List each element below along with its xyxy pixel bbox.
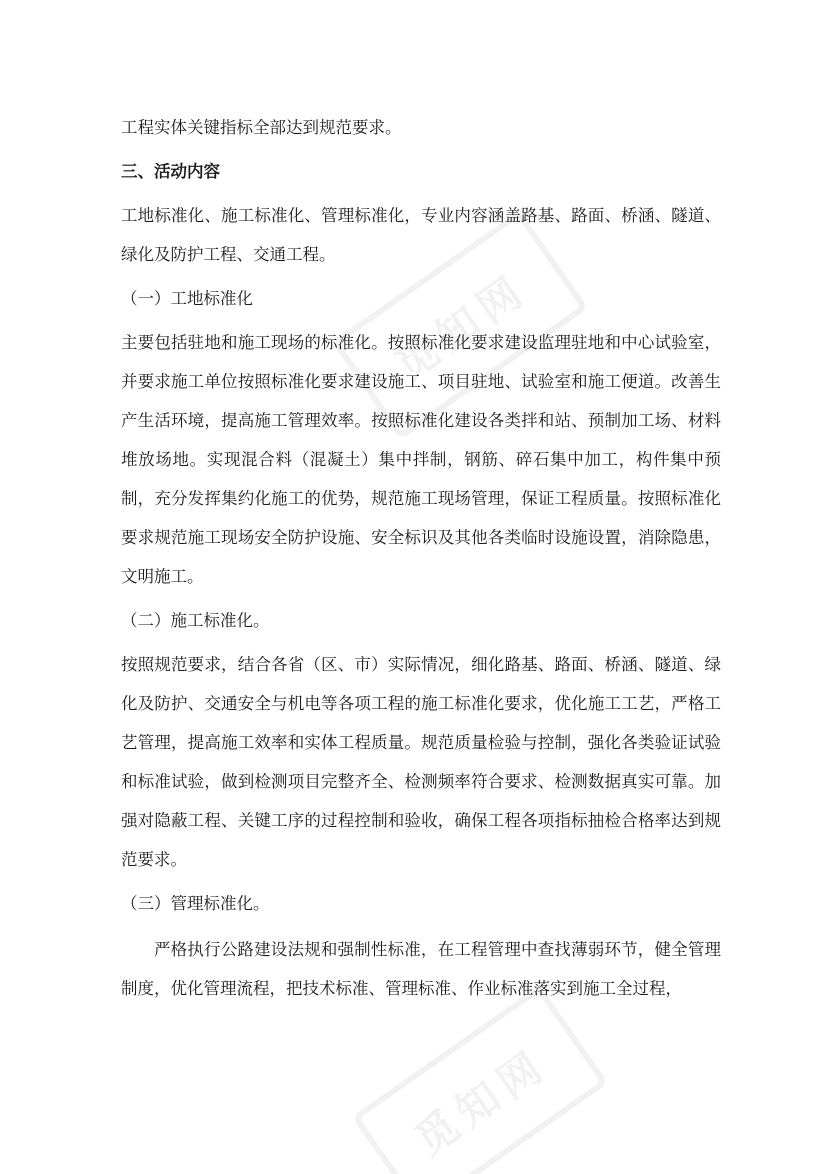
watermark-text: 觅知网 (331, 210, 588, 440)
section-heading-activities: 三、活动内容 (121, 162, 220, 181)
paragraph-site-standardization: 主要包括驻地和施工现场的标准化。按照标准化要求建设监理驻地和中心试验室，并要求施工单位按照标准化要求建设施工、项目驻地、试验室和施工便道。改善生产生活环境，提高施工管理效率。按照标准化建设各类拌和站、预制加工场、材料堆放场地。实现混合料（混凝土）集中拌制，钢筋、碎石集中加工，构件集中预制，充分发挥集约化施工的优势，规范施工现场管理，保证工程质量。按照标准化要求规范施工现场安全防护设施、安全标识及其他各类临时设施设置，消除隐患，文明施工。 (121, 333, 721, 586)
subheading-site-standardization: （一）工地标准化 (121, 289, 253, 308)
subheading-construction-standardization: （二）施工标准化。 (121, 611, 270, 630)
paragraph-management-standardization: 严格执行公路建设法规和强制性标准，在工程管理中查找薄弱环节，健全管理制度，优化管理流程，把技术标准、管理标准、作业标准落实到施工全过程， (121, 940, 721, 998)
document-body (121, 108, 721, 1008)
paragraph-activity-scope: 工地标准化、施工标准化、管理标准化，专业内容涵盖路基、路面、桥涵、隧道、绿化及防护工程、交通工程。 (121, 206, 721, 264)
paragraph-continuation: 工程实体关键指标全部达到规范要求。 (121, 118, 402, 137)
watermark-text: 觅知网 (351, 985, 608, 1174)
watermark-logo (351, 985, 608, 1174)
subheading-management-standardization: （三）管理标准化。 (121, 894, 270, 913)
paragraph-construction-standardization: 按照规范要求，结合各省（区、市）实际情况，细化路基、路面、桥涵、隧道、绿化及防护、交通安全与机电等各项工程的施工标准化要求，优化施工工艺，严格工艺管理，提高施工效率和实体工程质量。规范质量检验与控制，强化各类验证试验和标准试验，做到检测项目完整齐全、检测频率符合要求、检测数据真实可靠。加强对隐蔽工程、关键工序的过程控制和验收，确保工程各项指标抽检合格率达到规范要求。 (121, 655, 721, 869)
